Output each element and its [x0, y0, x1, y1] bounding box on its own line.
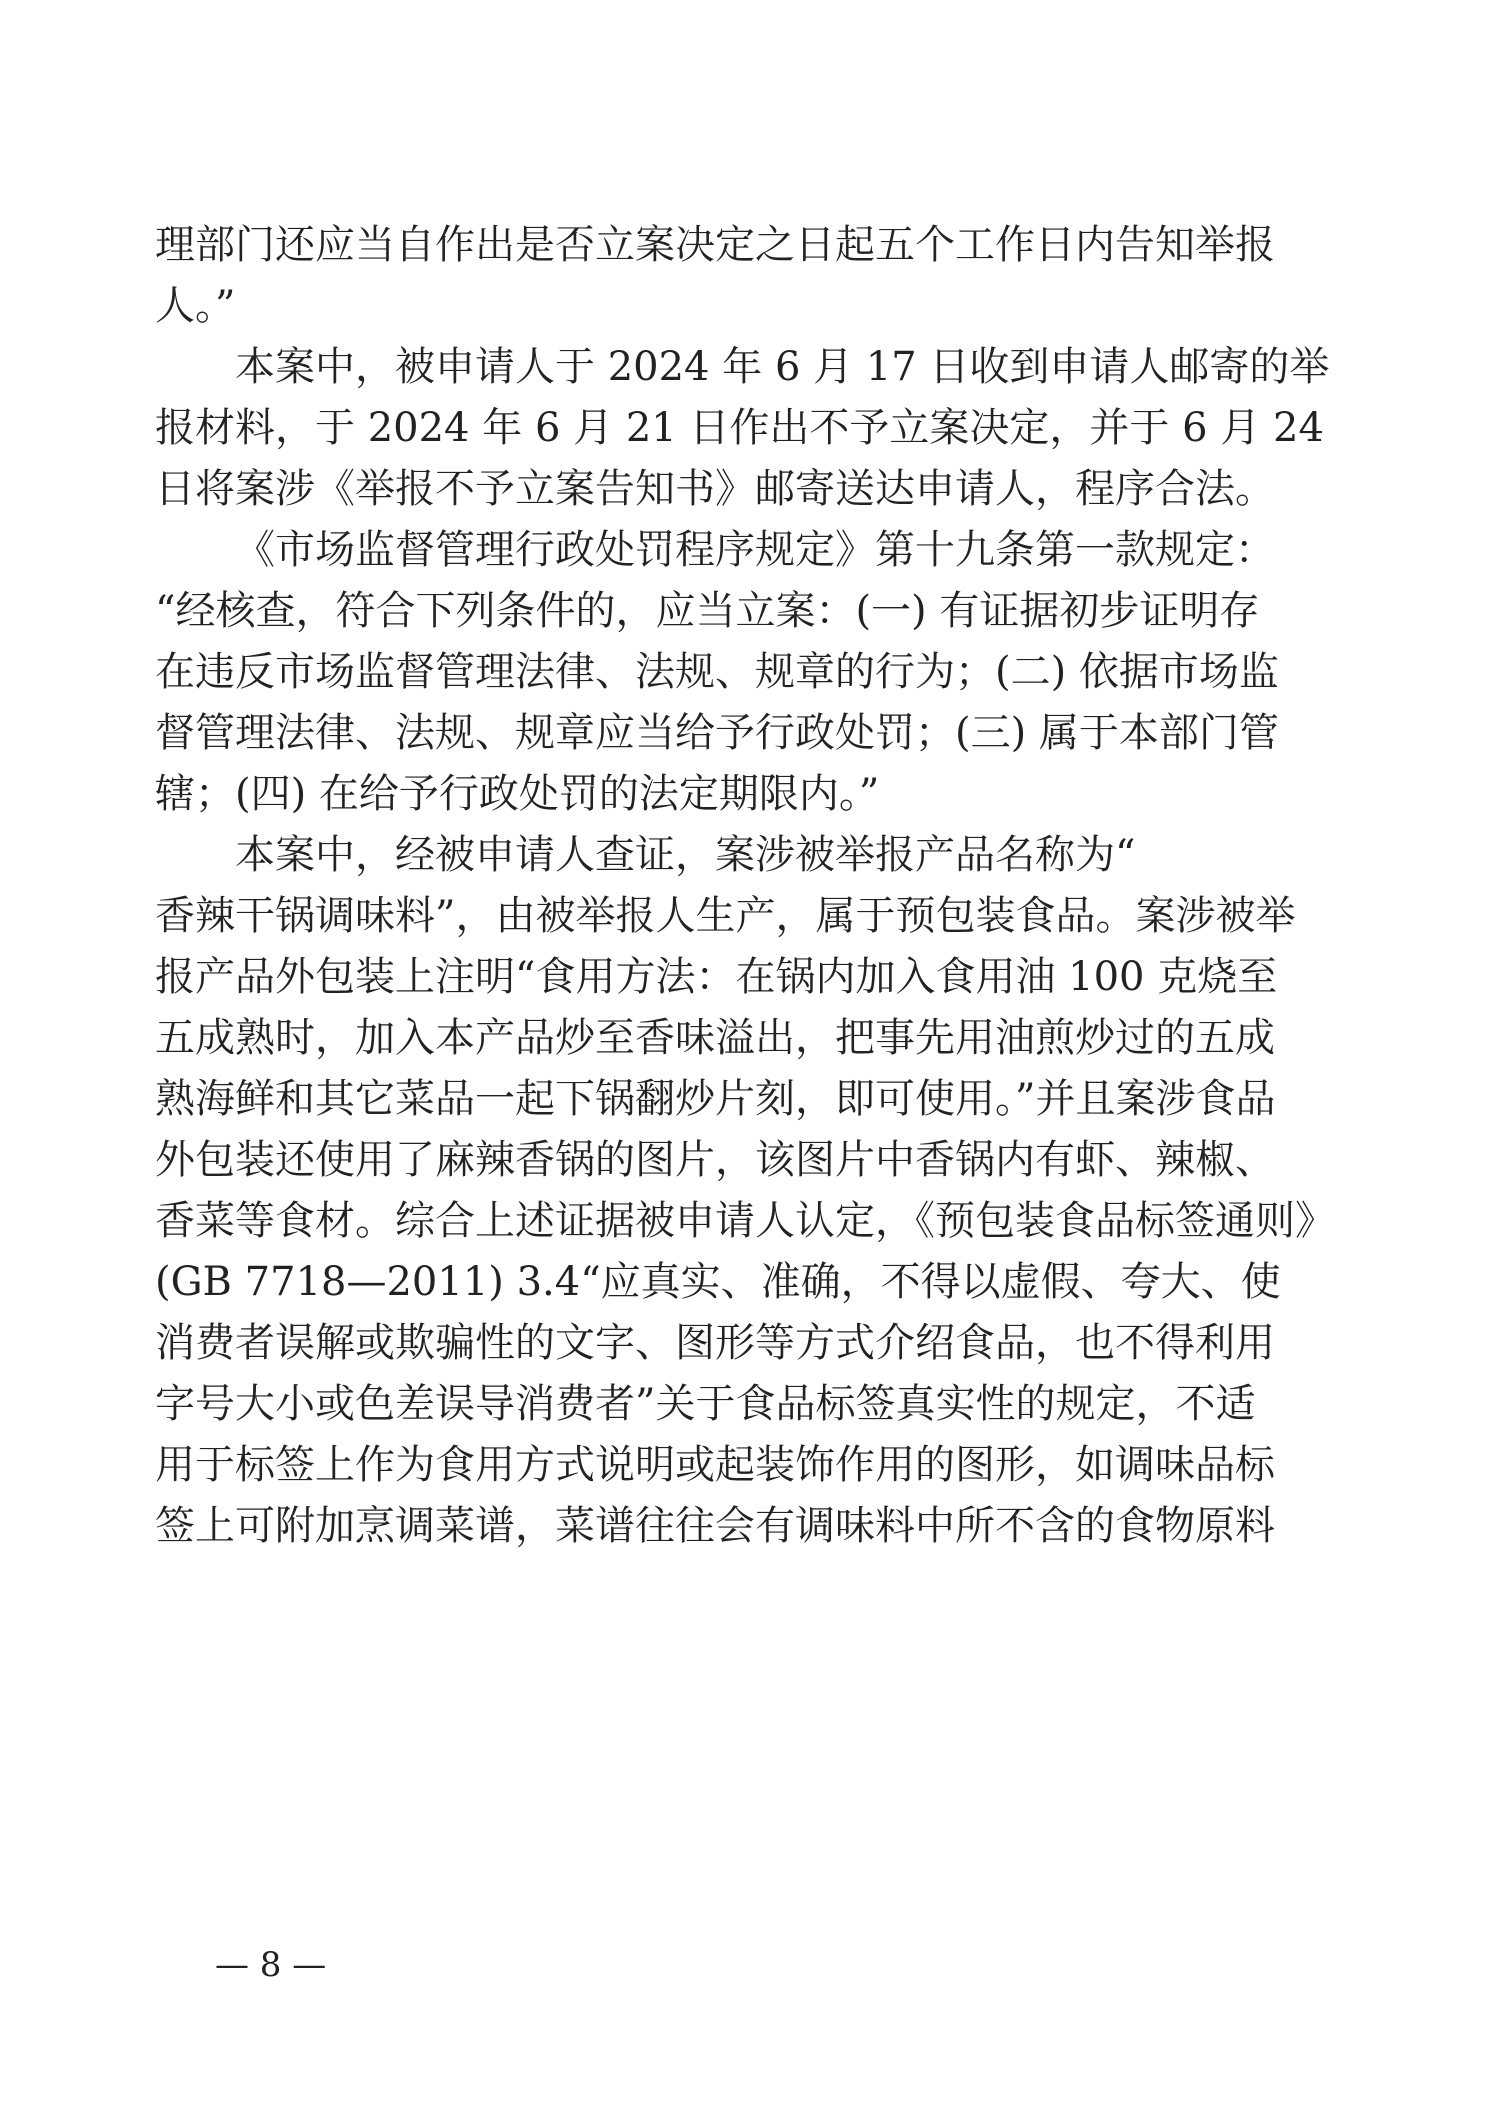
text-line-2: 人。”: [155, 283, 236, 329]
text-line-10: 辖；(四) 在给予行政处罚的法定期限内。”: [155, 771, 880, 817]
text-line-22: 签上可附加烹调菜谱，菜谱往往会有调味料中所不含的食物原料: [155, 1503, 1275, 1549]
text-line-4: 报材料，于 2024 年 6 月 21 日作出不予立案决定，并于 6 月 24: [155, 405, 1324, 451]
text-line-15: 熟海鲜和其它菜品一起下锅翻炒片刻，即可使用。”并且案涉食品: [155, 1076, 1276, 1122]
text-line-16: 外包装还使用了麻辣香锅的图片，该图片中香锅内有虾、辣椒、: [155, 1137, 1275, 1183]
text-line-18: (GB 7718—2011) 3.4“应真实、准确，不得以虚假、夸大、使: [155, 1259, 1281, 1305]
text-line-20: 字号大小或色差误导消费者”关于食品标签真实性的规定，不适: [155, 1381, 1256, 1427]
text-line-1: 理部门还应当自作出是否立案决定之日起五个工作日内告知举报: [155, 222, 1275, 268]
text-line-17: 香菜等食材。综合上述证据被申请人认定，《预包装食品标签通则》: [155, 1198, 1335, 1244]
text-line-11: 本案中，经被申请人查证，案涉被举报产品名称为“: [235, 832, 1136, 878]
text-line-6: 《市场监督管理行政处罚程序规定》第十九条第一款规定：: [235, 527, 1275, 573]
text-line-19: 消费者误解或欺骗性的文字、图形等方式介绍食品，也不得利用: [155, 1320, 1275, 1366]
text-line-9: 督管理法律、法规、规章应当给予行政处罚；(三) 属于本部门管: [155, 710, 1279, 756]
page-number: — 8 —: [215, 1945, 327, 1985]
text-line-3: 本案中，被申请人于 2024 年 6 月 17 日收到申请人邮寄的举: [235, 344, 1330, 390]
text-line-13: 报产品外包装上注明“食用方法：在锅内加入食用油 100 克烧至: [155, 954, 1278, 1000]
text-line-14: 五成熟时，加入本产品炒至香味溢出，把事先用油煎炒过的五成: [155, 1015, 1275, 1061]
text-line-12: 香辣干锅调味料”，由被举报人生产，属于预包装食品。案涉被举: [155, 893, 1296, 939]
text-line-5: 日将案涉《举报不予立案告知书》邮寄送达申请人，程序合法。: [155, 466, 1275, 512]
text-line-8: 在违反市场监督管理法律、法规、规章的行为；(二) 依据市场监: [155, 649, 1279, 695]
text-line-21: 用于标签上作为食用方式说明或起装饰作用的图形，如调味品标: [155, 1442, 1275, 1488]
text-line-7: “经核查，符合下列条件的，应当立案：(一) 有证据初步证明存: [155, 588, 1260, 634]
